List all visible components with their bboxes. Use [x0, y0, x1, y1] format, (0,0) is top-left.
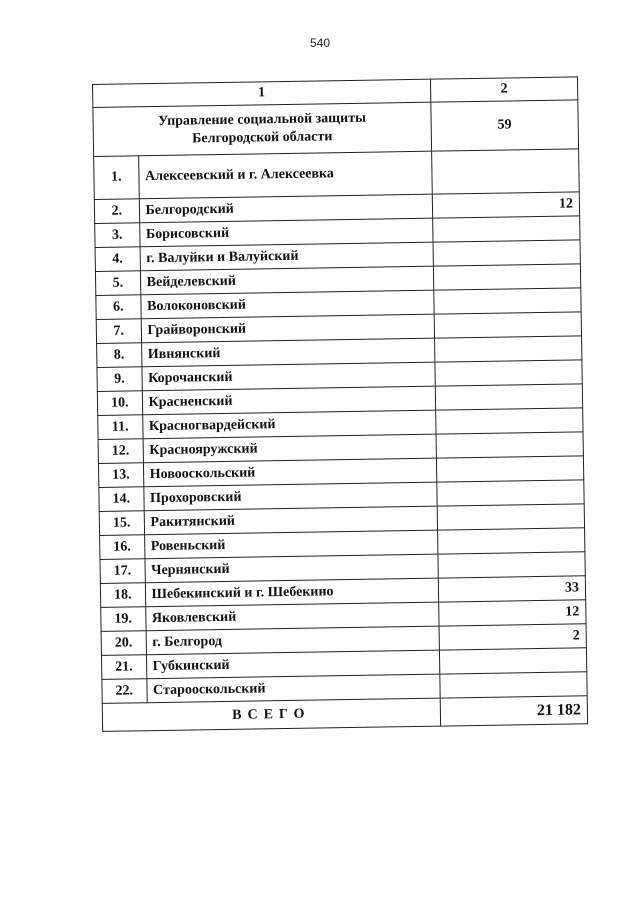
district-name: Грайворонский — [141, 314, 435, 343]
department-name-line-2: Белгородской области — [192, 129, 333, 147]
district-name: Яковлевский — [145, 602, 439, 631]
allocation-table — [92, 76, 588, 732]
department-name — [93, 102, 432, 156]
district-name: г. Белгород — [146, 626, 440, 655]
row-number: 14. — [99, 487, 144, 512]
district-value — [433, 240, 581, 266]
district-value — [436, 432, 584, 458]
district-name: Красногвардейский — [142, 410, 436, 439]
row-number: 18. — [100, 583, 145, 608]
row-number: 9. — [97, 367, 142, 392]
district-name: Чернянский — [145, 554, 439, 583]
district-value — [434, 288, 582, 314]
district-name: Вейделевский — [140, 266, 434, 295]
district-value — [436, 456, 584, 482]
district-name: Прохоровский — [143, 482, 437, 511]
district-value: 12 — [438, 600, 586, 626]
row-number: 22. — [102, 679, 147, 704]
row-number: 16. — [100, 535, 145, 560]
row-number: 3. — [95, 223, 140, 248]
department-value: 59 — [431, 100, 579, 151]
district-value — [440, 672, 588, 698]
district-value — [435, 384, 583, 410]
district-value — [431, 149, 579, 194]
district-value — [434, 312, 582, 338]
district-name: Белгородский — [139, 194, 433, 223]
district-name: Алексеевский и г. Алексеевка — [138, 151, 432, 199]
row-number: 21. — [101, 655, 146, 680]
district-name: Новооскольский — [143, 458, 437, 487]
department-name-line-1: Управление социальной защиты — [157, 110, 367, 129]
district-value — [433, 264, 581, 290]
district-name: Ровеньский — [144, 530, 438, 559]
department-row — [93, 100, 579, 157]
row-number: 8. — [97, 343, 142, 368]
district-value: 2 — [439, 624, 587, 650]
row-number: 17. — [100, 559, 145, 584]
district-value — [439, 648, 587, 674]
district-name: Губкинский — [146, 650, 440, 679]
table-row — [94, 149, 580, 200]
row-number: 6. — [96, 295, 141, 320]
district-value: 12 — [432, 192, 580, 218]
district-value — [437, 504, 585, 530]
district-name: Краснояружский — [143, 434, 437, 463]
district-value — [437, 480, 585, 506]
total-value: 21 182 — [440, 696, 588, 726]
total-label: ВСЕГО — [102, 698, 440, 731]
row-number: 12. — [98, 439, 143, 464]
row-number: 15. — [99, 511, 144, 536]
district-name: Шебекинский и г. Шебекино — [145, 578, 439, 607]
district-value — [435, 360, 583, 386]
district-name: Волоконовский — [140, 290, 434, 319]
district-name: Красненский — [142, 386, 436, 415]
row-number: 19. — [101, 607, 146, 632]
district-value — [432, 216, 580, 242]
header-col-2: 2 — [430, 77, 578, 102]
district-name: Ракитянский — [144, 506, 438, 535]
row-number: 4. — [95, 247, 140, 272]
district-value: 33 — [438, 576, 586, 602]
district-name: Борисовский — [139, 218, 433, 247]
row-number: 7. — [96, 319, 141, 344]
district-value — [437, 528, 585, 554]
row-number: 1. — [94, 156, 139, 200]
district-value — [434, 336, 582, 362]
row-number: 10. — [97, 391, 142, 416]
district-name: Ивнянский — [141, 338, 435, 367]
row-number: 13. — [98, 463, 143, 488]
row-number: 2. — [94, 199, 139, 224]
district-name: Старооскольский — [146, 674, 440, 703]
page-number: 540 — [309, 36, 331, 50]
district-name: г. Валуйки и Валуйский — [140, 242, 434, 271]
row-number: 5. — [95, 271, 140, 296]
row-number: 11. — [98, 415, 143, 440]
row-number: 20. — [101, 631, 146, 656]
header-col-1: 1 — [93, 79, 431, 107]
district-value — [435, 408, 583, 434]
district-value — [438, 552, 586, 578]
district-name: Корочанский — [142, 362, 436, 391]
